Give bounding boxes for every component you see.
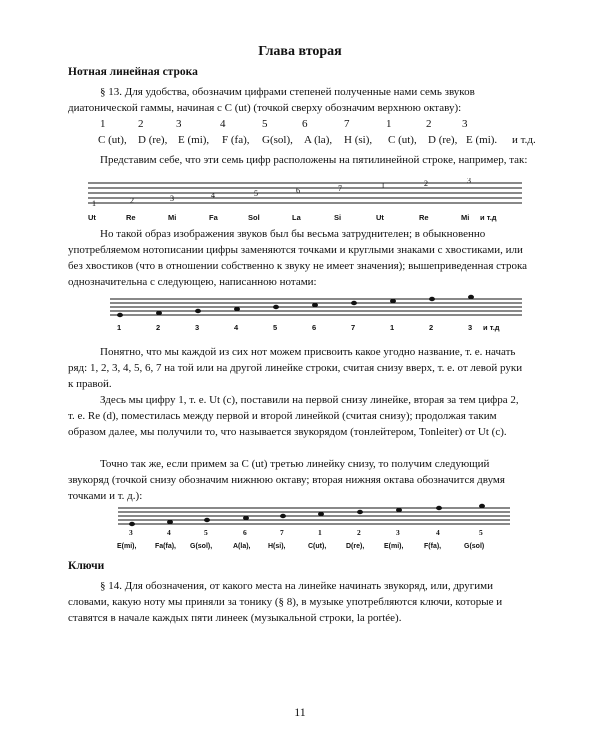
note-head bbox=[436, 506, 442, 510]
staff-note-label: C(ut), bbox=[308, 543, 327, 550]
note-head bbox=[280, 514, 286, 518]
staff-degree-label: 1 bbox=[117, 323, 122, 332]
note-head bbox=[429, 297, 435, 301]
note-head bbox=[117, 313, 123, 317]
staff-note-label: E(mi), bbox=[384, 543, 404, 550]
staff-digit: 2 bbox=[357, 528, 361, 537]
paragraph-notation: Но такой образ изображения звуков был бы весьма затруднителен; в обыкновенно употребляемом нотописании цифры заменяются точками и круглыми знаками с хвостиками, или без хвостиков (что в отношении собственно к звуку не имеет значения); вышеприведенная строка однозначительна с следующею, написанною нотами: bbox=[68, 228, 528, 288]
note-head bbox=[312, 303, 318, 307]
note-head bbox=[156, 311, 162, 315]
staff-degree-label: 3 bbox=[195, 323, 200, 332]
staff-digit: 2 bbox=[424, 179, 428, 188]
section-heading-clefs: Ключи bbox=[68, 560, 105, 572]
note-name: D (re), bbox=[138, 134, 168, 146]
degree-number: 1 bbox=[100, 118, 106, 130]
staff-degree-label: 2 bbox=[156, 323, 161, 332]
staff-note-label: Re bbox=[419, 213, 429, 222]
staff-note-label: D(re), bbox=[346, 543, 365, 550]
note-head bbox=[204, 518, 210, 522]
staff-digit: 2 bbox=[130, 196, 134, 205]
paragraph-third-line: Точно так же, если примем за С (ut) третью линейку снизу, то получим следующий звукоряд (точкой снизу обозначим нижнюю октаву; вторая нижняя октава обозначится двумя точками и т. д.): bbox=[68, 458, 505, 502]
staff-note-label: H(si), bbox=[268, 543, 286, 550]
staff-degree-label: 2 bbox=[429, 323, 434, 332]
paragraph-naming: Понятно, что мы каждой из сих нот можем присвоить какое угодно название, т. е. начать ряд: 1, 2, 3, 4, 5, 6, 7 на той или на другой линейке строки, считая снизу вверх, т. е. от левой руки к правой. bbox=[68, 346, 523, 390]
note-name: C (ut), bbox=[388, 134, 417, 146]
note-head bbox=[468, 295, 474, 299]
staff-digit: 6 bbox=[243, 528, 247, 537]
degree-number: 2 bbox=[426, 118, 432, 130]
paragraph-13: § 13. Для удобства, обозначим цифрами степеней полученные нами семь звуков диатонической гаммы, начиная с С (ut) (точкой сверху обозначим верхнюю октаву): bbox=[68, 86, 475, 114]
degree-number: 5 bbox=[262, 118, 268, 130]
note-head bbox=[351, 301, 357, 305]
staff-note-label: Sol bbox=[248, 213, 260, 222]
staff-note-label: Fa(fa), bbox=[155, 543, 176, 550]
etc-label: и т.д. bbox=[512, 134, 536, 146]
degree-number: 6 bbox=[302, 118, 308, 130]
degree-number: 2 bbox=[138, 118, 144, 130]
note-head bbox=[390, 299, 396, 303]
staff-digits bbox=[70, 178, 530, 224]
staff-degree-label: 1 bbox=[390, 323, 395, 332]
staff-digit: 5 bbox=[479, 528, 483, 537]
note-name: E (mi), bbox=[178, 134, 210, 146]
staff-digit: 6 bbox=[296, 186, 300, 195]
staff-digit: 3 bbox=[396, 528, 400, 537]
staff-digit: 3 bbox=[467, 178, 471, 185]
paragraph-scale-from-ut: Здесь мы цифру 1, т. е. Ut (c), поставили на первой снизу линейке, вторая за тем цифра 2, т. е. Re (d), поместилась между первой и второй линейкой (считая снизу); продолжая таким образом далее, мы получили то, что называется звукорядом (тонлейтером, Tonleiter) от Ut (c). bbox=[68, 394, 519, 438]
staff-digit: 1 bbox=[381, 181, 385, 190]
degree-number: 1 bbox=[386, 118, 392, 130]
staff-lines bbox=[88, 183, 522, 203]
note-head bbox=[396, 508, 402, 512]
note-name: G(sol), bbox=[262, 134, 293, 146]
staff-degree-label: 5 bbox=[273, 323, 278, 332]
note-head bbox=[129, 522, 135, 526]
note-head bbox=[195, 309, 201, 313]
note-head bbox=[234, 307, 240, 311]
staff-etc-label: и т.д bbox=[483, 323, 500, 332]
staff-notes-third-line bbox=[70, 500, 530, 552]
staff-digit: 5 bbox=[204, 528, 208, 537]
staff-notes bbox=[70, 294, 530, 336]
note-name: A (la), bbox=[304, 134, 333, 146]
staff-note-label: Mi bbox=[461, 213, 470, 222]
staff-digit: 7 bbox=[280, 528, 284, 537]
staff-note-label: A(la), bbox=[233, 543, 251, 550]
note-head bbox=[273, 305, 279, 309]
note-name: F (fa), bbox=[222, 134, 250, 146]
staff-digit: 1 bbox=[92, 199, 96, 208]
staff-degree-label: 4 bbox=[234, 323, 239, 332]
staff-digit: 7 bbox=[338, 184, 342, 193]
note-name-row bbox=[98, 134, 538, 148]
degree-number: 4 bbox=[220, 118, 226, 130]
staff-digit: 3 bbox=[170, 194, 174, 203]
staff-degree-label: 7 bbox=[351, 323, 356, 332]
note-name: E (mi). bbox=[466, 134, 498, 146]
staff-note-label: G(sol) bbox=[464, 543, 485, 550]
degree-number: 3 bbox=[462, 118, 468, 130]
staff-note-label: La bbox=[292, 213, 301, 222]
staff-note-label: Fa bbox=[209, 213, 218, 222]
staff-digit: 3 bbox=[129, 528, 133, 537]
staff-digit: 5 bbox=[254, 189, 258, 198]
note-name: H (si), bbox=[344, 134, 373, 146]
degree-number: 3 bbox=[176, 118, 182, 130]
staff-digit: 4 bbox=[211, 191, 215, 200]
staff-digit: 4 bbox=[436, 528, 440, 537]
staff-degree-label: 6 bbox=[312, 323, 317, 332]
page-number: 11 bbox=[294, 705, 306, 719]
note-name: C (ut), bbox=[98, 134, 127, 146]
staff-note-label: G(sol), bbox=[190, 543, 213, 550]
note-head bbox=[243, 516, 249, 520]
staff-note-label: E(mi), bbox=[117, 543, 137, 550]
note-head bbox=[357, 510, 363, 514]
staff-note-label: F(fa), bbox=[424, 543, 442, 550]
staff-digit: 1 bbox=[318, 528, 322, 537]
degree-number-row bbox=[100, 118, 540, 132]
chapter-title: Глава вторая bbox=[258, 44, 342, 59]
paragraph-digits-on-staff: Представим себе, что эти семь цифр расположены на пятилинейной строке, например, так: bbox=[100, 154, 528, 166]
section-heading-staff: Нотная линейная строка bbox=[68, 66, 198, 78]
staff-digit: 4 bbox=[167, 528, 171, 537]
staff-note-label: Ut bbox=[376, 213, 384, 222]
note-head bbox=[318, 512, 324, 516]
note-name: D (re), bbox=[428, 134, 458, 146]
staff-note-label: Si bbox=[334, 213, 342, 222]
staff-lines bbox=[118, 508, 510, 524]
paragraph-14: § 14. Для обозначения, от какого места на линейке начинать звукоряд, или, другими словами, какую ноту мы приняли за тонику (§ 8), в музыке употребляются ключи, которые и ставятся в начале каждых пяти линеек (музыкальной строки, la portée). bbox=[68, 580, 503, 624]
staff-note-label: Ut bbox=[88, 213, 96, 222]
note-head bbox=[167, 520, 173, 524]
staff-degree-label: 3 bbox=[468, 323, 473, 332]
staff-note-label: Mi bbox=[168, 213, 177, 222]
note-head bbox=[479, 504, 485, 508]
degree-number: 7 bbox=[344, 118, 350, 130]
staff-etc-label: и т.д bbox=[480, 213, 497, 222]
staff-note-label: Re bbox=[126, 213, 136, 222]
